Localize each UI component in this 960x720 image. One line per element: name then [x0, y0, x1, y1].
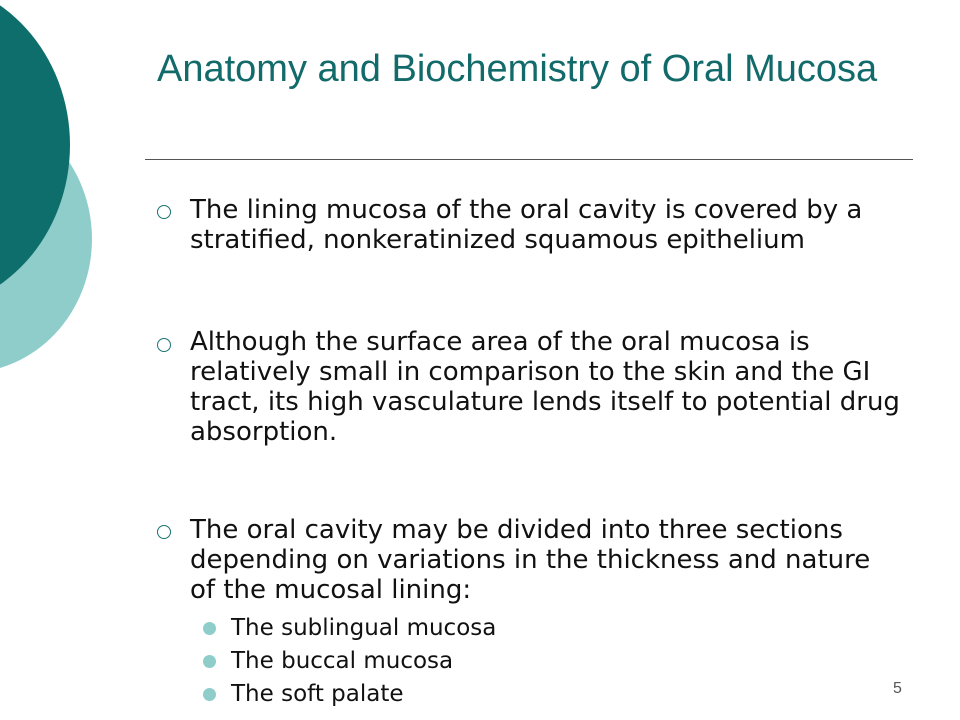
page-number: 5: [893, 680, 902, 697]
dot-bullet-icon: [203, 655, 216, 668]
sub-bullet-item: The buccal mucosa: [231, 648, 454, 674]
slide-title: Anatomy and Biochemistry of Oral Mucosa: [157, 48, 878, 90]
dot-bullet-icon: [203, 622, 216, 635]
bullet-item: The oral cavity may be divided into three sections depending on variations in the thickness and nature of the mucosal lining:: [190, 515, 871, 605]
sub-bullet-item: The soft palate: [231, 681, 404, 707]
bullet-item: Although the surface area of the oral mucosa is relatively small in comparison to the skin and the GI tract, its high vasculature lends itself to potential drug absorption.: [190, 327, 900, 447]
circle-bullet-icon: [157, 525, 171, 539]
bullet-item: The lining mucosa of the oral cavity is covered by a stratified, nonkeratinized squamous epithelium: [190, 195, 863, 255]
circle-bullet-icon: [157, 205, 171, 219]
dot-bullet-icon: [203, 688, 216, 701]
sub-bullet-item: The sublingual mucosa: [231, 615, 497, 641]
circle-bullet-icon: [157, 338, 171, 352]
